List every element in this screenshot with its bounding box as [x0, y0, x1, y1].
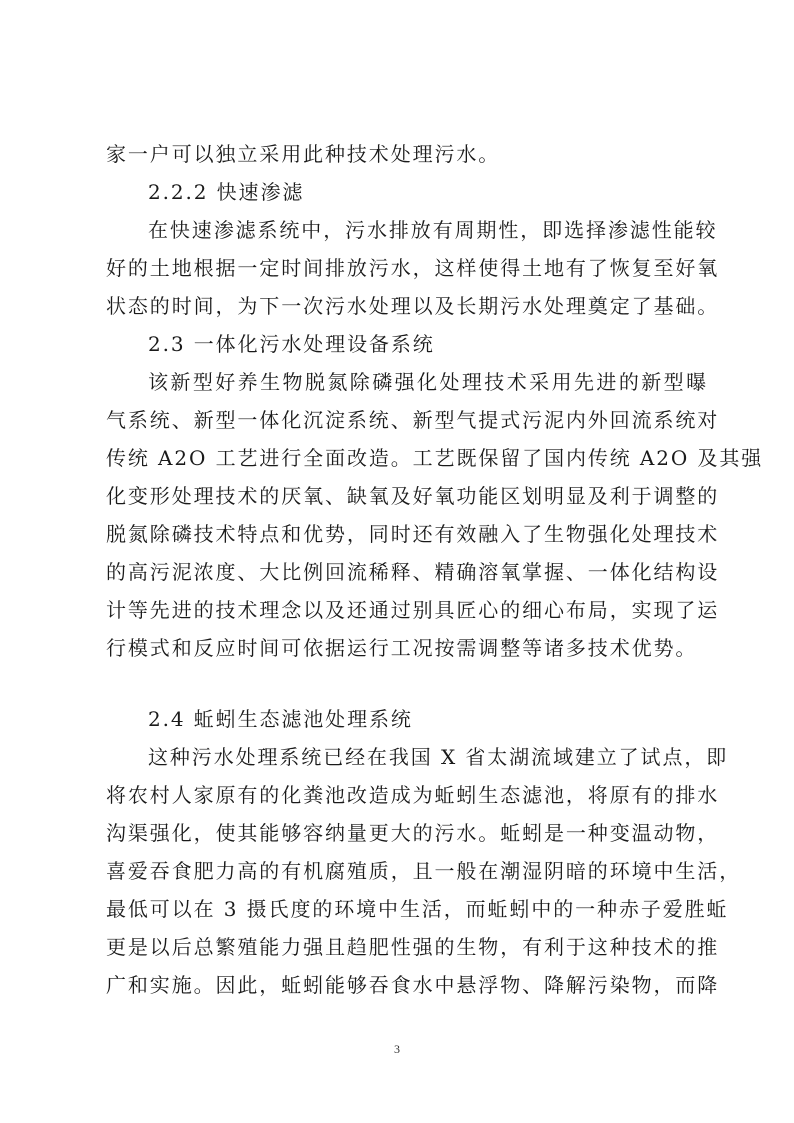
section-heading-2-3: 2.3 一体化污水处理设备系统	[148, 332, 435, 356]
paragraph-line: 家一户可以独立采用此种技术处理污水。	[106, 142, 501, 166]
paragraph-line: 计等先进的技术理念以及还通过别具匠心的细心布局，实现了运	[106, 598, 720, 622]
paragraph-line: 最低可以在 3 摄氏度的环境中生活，而蚯蚓中的一种赤子爱胜蚯	[106, 897, 729, 921]
paragraph-line: 的高污泥浓度、大比例回流稀释、精确溶氧掌握、一体化结构设	[106, 560, 720, 584]
paragraph-line: 化变形处理技术的厌氧、缺氧及好氧功能区划明显及利于调整的	[106, 484, 720, 508]
paragraph-line: 在快速渗滤系统中，污水排放有周期性，即选择渗滤性能较	[148, 218, 718, 242]
section-heading-2-4: 2.4 蚯蚓生态滤池处理系统	[148, 707, 413, 731]
paragraph-line: 喜爱吞食肥力高的有机腐殖质，且一般在潮湿阴暗的环境中生活，	[106, 859, 742, 883]
paragraph-line: 沟渠强化，使其能够容纳量更大的污水。蚯蚓是一种变温动物，	[106, 821, 720, 845]
paragraph-line: 脱氮除磷技术特点和优势，同时还有效融入了生物强化处理技术	[106, 522, 720, 546]
paragraph-line: 将农村人家原有的化粪池改造成为蚯蚓生态滤池，将原有的排水	[106, 783, 720, 807]
page-number: 3	[394, 1042, 400, 1056]
section-heading-2-2-2: 2.2.2 快速渗滤	[148, 180, 305, 204]
paragraph-line: 行模式和反应时间可依据运行工况按需调整等诸多技术优势。	[106, 636, 698, 660]
paragraph-line: 更是以后总繁殖能力强且趋肥性强的生物，有利于这种技术的推	[106, 935, 720, 959]
paragraph-line: 这种污水处理系统已经在我国 X 省太湖流域建立了试点，即	[148, 745, 729, 769]
paragraph-line: 该新型好养生物脱氮除磷强化处理技术采用先进的新型曝	[148, 370, 708, 394]
paragraph-line: 传统 A2O 工艺进行全面改造。工艺既保留了国内传统 A2O 及其强	[106, 446, 764, 470]
paragraph-line: 状态的时间，为下一次污水处理以及长期污水处理奠定了基础。	[106, 294, 720, 318]
paragraph-line: 广和实施。因此，蚯蚓能够吞食水中悬浮物、降解污染物，而降	[106, 973, 720, 997]
paragraph-line: 气系统、新型一体化沉淀系统、新型气提式污泥内外回流系统对	[106, 408, 720, 432]
paragraph-line: 好的土地根据一定时间排放污水，这样使得土地有了恢复至好氧	[106, 256, 720, 280]
